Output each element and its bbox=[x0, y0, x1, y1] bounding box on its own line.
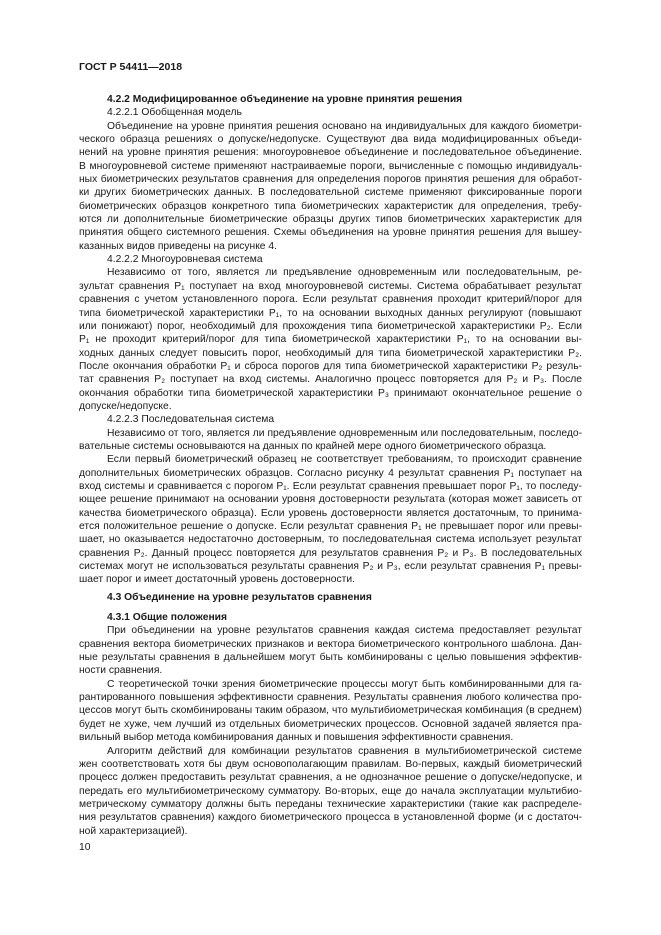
text-line: Независимо от того, является ли предъявление одновременным или последовательным, ре- bbox=[107, 267, 582, 279]
text-line: будет не хуже, чем лучший из отдельных биометрических процессов. Основной задачей является пра- bbox=[79, 718, 582, 730]
text-line: Объединение на уровне принятия решения основано на индивидуальных для каждого биометри- bbox=[107, 120, 582, 132]
text-line: биометрических образцов конкретного типа биометрических характеристик для определения, требу- bbox=[79, 200, 582, 212]
text-line: системах могут не использоваться результаты сравнения P₂ и P₃, если результат сравнения P₁ превы- bbox=[79, 561, 582, 573]
text-line: или понижают) порог, необходимый для прохождения типа биометрической характеристики P₂. Если bbox=[79, 320, 582, 332]
text-line: Независимо от того, является ли предъявление одновременным или последовательным, последо- bbox=[107, 427, 582, 439]
document-body bbox=[79, 93, 582, 838]
text-line: процесс должен предоставить результат сравнения, а не однозначное решение о допуске/недопуске, и bbox=[79, 772, 582, 784]
text-line: шает порог и имеет достаточный уровень достоверности. bbox=[79, 574, 355, 586]
text-line: сравнения вектора биометрических признаков и вектора биометрического контрольного шаблона. Дан- bbox=[79, 638, 582, 650]
text-line: нений на уровне принятия решения: многоуровневое объединение и последовательное объединение. bbox=[79, 147, 582, 159]
text-line: типа биометрической характеристики P₁, то на основании выходных данных регулируют (повышают bbox=[79, 307, 582, 319]
page-number: 10 bbox=[79, 842, 91, 853]
text-line: дополнительных биометрических образцов. Согласно рисунку 4 результат сравнения P₁ поступает на bbox=[79, 467, 582, 479]
text-line: ческого образца решениях о допуске/недопуске. Существуют два вида модифицированных объеди- bbox=[79, 134, 582, 146]
paragraph bbox=[79, 120, 582, 253]
paragraph bbox=[79, 453, 582, 586]
text-line: зультат сравнения P₁ поступает на вход многоуровневой системы. Система обрабатывает результат bbox=[79, 280, 582, 292]
text-line: цессов могут быть скомбинированы таким образом, что мультибиометрическая комбинация (в среднем) bbox=[79, 705, 582, 717]
paragraph bbox=[79, 427, 582, 454]
text-line: принятия общего системного решения. Схемы объединения на уровне принятия решения для вышеу- bbox=[79, 227, 582, 239]
subsection-heading: 4.2.2.3 Последовательная система bbox=[107, 414, 275, 426]
paragraph bbox=[79, 745, 582, 838]
text-line: допуске/недопуске. bbox=[79, 400, 172, 412]
text-line: окончания обработки типа биометрической характеристики P₃ принимают окончательное решение о bbox=[79, 387, 582, 399]
text-line: ходных данных следует повысить порог, необходимый для типа биометрической характеристики P₂. bbox=[79, 347, 582, 359]
paragraph bbox=[79, 266, 582, 413]
text-line: ные результаты сравнения в дальнейшем могут быть комбинированы с целью повышения эффектив- bbox=[79, 652, 582, 664]
text-line: ной характеризацией). bbox=[79, 825, 188, 837]
text-line: вательные системы основываются на данных по крайней мере одного биометрического образца. bbox=[79, 440, 547, 452]
section-heading: 4.3.1 Общие положения bbox=[107, 612, 227, 624]
text-line: казанных видов приведены на рисунке 4. bbox=[79, 240, 277, 252]
text-line: вход системы и сравнивается с порогом P₁. Если результат сравнения превышает порог P₁, то последу- bbox=[79, 480, 582, 492]
text-line: С теоретической точки зрения биометрические процессы могут быть комбинированными для га- bbox=[107, 678, 582, 690]
text-line: При объединении на уровне результатов сравнения каждая система предоставляет результат bbox=[107, 625, 582, 637]
text-line: шает, но оказывается недостаточно достоверным, то последовательная система использует результат bbox=[79, 534, 582, 546]
paragraph bbox=[79, 678, 582, 745]
text-line: В многоуровневой системе применяют настраиваемые пороги, вычисленные с помощью индивидуаль- bbox=[79, 160, 582, 172]
text-line: метрическому сумматору должны быть переданы технические характеристики (такие как распределе- bbox=[79, 798, 582, 810]
text-line: ки других биометрических данных. В последовательной системе применяют фиксированные пороги bbox=[79, 187, 582, 199]
text-line: Если первый биометрический образец не соответствует требованиям, то происходит сравнение bbox=[107, 454, 582, 466]
text-line: передать его мультибиометрическому сумматору. Во-вторых, еще до начала эксплуатации мультибио- bbox=[79, 785, 582, 797]
document-code-header: ГОСТ Р 54411—2018 bbox=[79, 61, 183, 73]
text-line: ности сравнения. bbox=[79, 665, 163, 677]
text-line: ющее решение принимают на основании уровня достоверности результата (которая может зависеть от bbox=[79, 494, 582, 506]
text-line: жен соответствовать хотя бы двум основополагающим правилам. Во-первых, каждый биометрический bbox=[79, 758, 582, 770]
paragraph bbox=[79, 624, 582, 677]
subsection-heading: 4.2.2.1 Обобщенная модель bbox=[107, 107, 242, 119]
text-line: P₁ не проходит критерий/порог для типа биометрической характеристики P₁, то на основании вы- bbox=[79, 334, 582, 346]
text-line: сравнения с учетом установленного порога. Если результат сравнения проходит критерий/порог для bbox=[79, 294, 582, 306]
text-line: сравнения P₂. Данный процесс повторяется для результатов сравнения P₂ и P₃. В последовательных bbox=[79, 547, 582, 559]
text-line: Алгоритм действий для комбинации результатов сравнения в мультибиометрической системе bbox=[107, 745, 582, 757]
text-line: рантированного повышения эффективности сравнения. Результаты сравнения любого количества про- bbox=[79, 692, 582, 704]
text-line: ется положительное решение о допуске. Если результат сравнения P₁ не превышает порог или превы- bbox=[79, 521, 582, 532]
text-line: ются ли дополнительные биометрические образцы других типов биометрических характеристик для bbox=[79, 214, 582, 226]
text-line: вильный выбор метода комбинирования данных и повышения эффективности сравнения. bbox=[79, 732, 514, 744]
text-line: тат сравнения P₂ поступает на вход системы. Аналогично процесс повторяется для P₂ и P₃. После bbox=[79, 374, 582, 386]
section-heading: 4.2.2 Модифицированное объединение на уровне принятия решения bbox=[107, 94, 463, 105]
text-line: ных биометрических результатов сравнения для определения порогов принятия решения для обработ- bbox=[79, 174, 582, 186]
text-line: После окончания обработки P₁ и сброса порогов для типа биометрической характеристики P₂ резуль- bbox=[79, 360, 582, 372]
section-heading: 4.3 Объединение на уровне результатов сравнения bbox=[107, 591, 372, 603]
subsection-heading: 4.2.2.2 Многоуровневая система bbox=[107, 254, 263, 266]
text-line: ния результатов сравнения) каждого биометрического процесса в установленной форме (и с достаточ- bbox=[79, 812, 582, 824]
text-line: качества биометрического образца). Если уровень достоверности является достаточным, то принима- bbox=[79, 507, 582, 519]
